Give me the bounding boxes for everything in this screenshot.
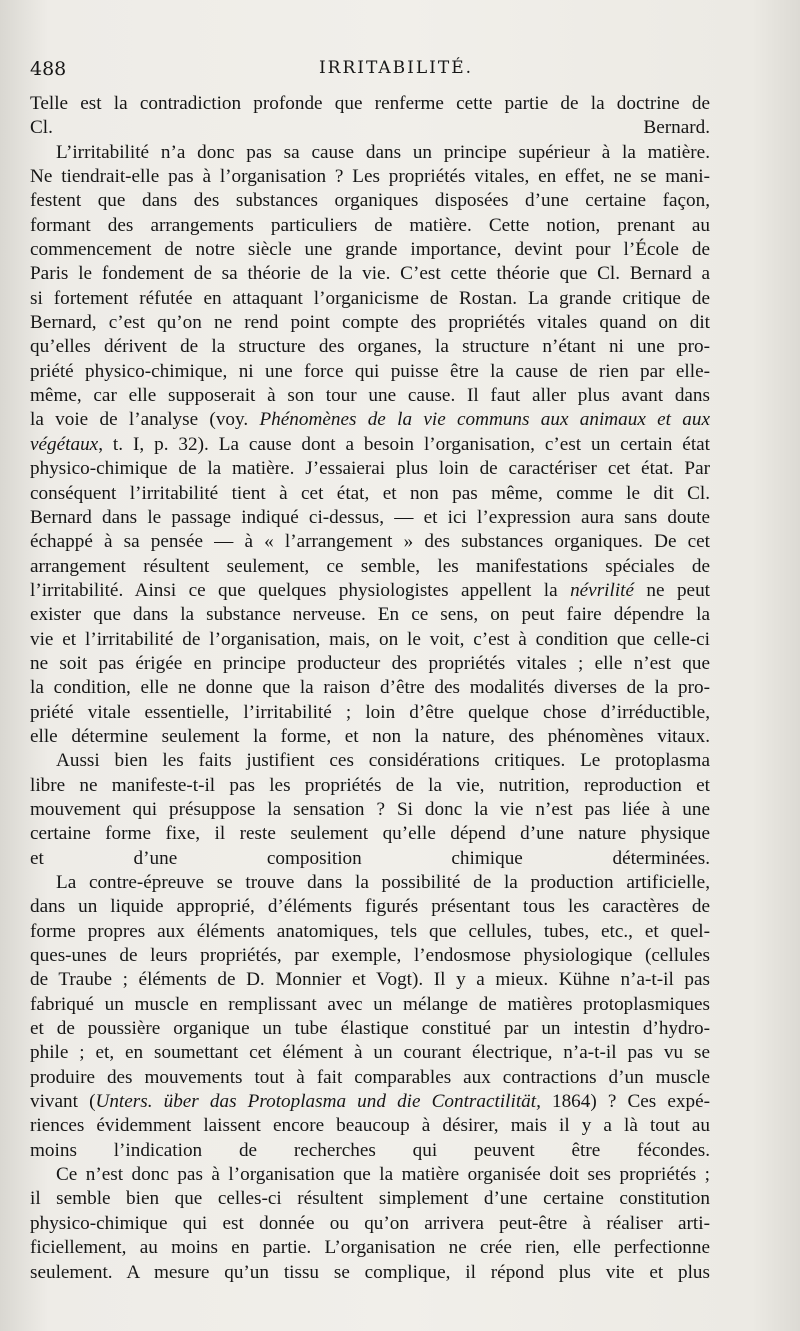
text-line: riences évidemment laissent encore beaucoup à désirer, mais il y a là tout au (30, 1115, 710, 1137)
page-number: 488 (30, 58, 67, 80)
text-line: et d’une composition chimique déterminées. (30, 847, 710, 869)
text-line: même, car elle supposerait à son tour une cause. Il faut aller plus avant dans (30, 385, 710, 407)
text-line: festent que dans des substances organiques disposées d’une certaine façon, (30, 190, 710, 212)
text-line: produire des mouvements tout à fait comparables aux contractions d’un muscle (30, 1066, 710, 1088)
paragraph (30, 871, 710, 1163)
text-line: phile ; et, en soumettant cet élément à un courant électrique, n’a-t-il pas vu se (30, 1042, 710, 1064)
text-line: Bernard, c’est qu’on ne rend point compte des propriétés vitales quand on dit (30, 312, 710, 334)
text-line: formant des arrangements particuliers de matière. Cette notion, prenant au (30, 214, 710, 236)
text-line: la voie de l’analyse (voy. Phénomènes de la vie communs aux animaux et aux (30, 409, 710, 431)
text-line: qu’elles dérivent de la structure des organes, la structure n’étant ni une pro- (30, 336, 710, 358)
text-line: Bernard dans le passage indiqué ci-dessus, — et ici l’expression aura sans doute (30, 506, 710, 528)
text-line: Aussi bien les faits justifient ces considérations critiques. Le protoplasma (56, 750, 710, 772)
text-line: Telle est la contradiction profonde que renferme cette partie de la doctrine de (30, 93, 710, 114)
text-line: échappé à sa pensée — à « l’arrangement » des substances organiques. De cet (30, 531, 710, 553)
text-line: Cl. Bernard. (30, 117, 710, 139)
text-line: libre ne manifeste-t-il pas les propriétés de la vie, nutrition, reproduction et (30, 774, 710, 796)
text-line: Paris le fondement de sa théorie de la vie. C’est cette théorie que Cl. Bernard a (30, 263, 710, 285)
text-line: et de poussière organique un tube élastique constitué par un intestin d’hydro- (30, 1018, 710, 1040)
text-line: moins l’indication de recherches qui peuvent être fécondes. (30, 1139, 710, 1161)
text-line: forme propres aux éléments anatomiques, tels que cellules, tubes, etc., et quel- (30, 920, 710, 942)
text-line: seulement. A mesure qu’un tissu se complique, il répond plus vite et plus (30, 1261, 710, 1283)
body-text (30, 92, 710, 1285)
text-line: si fortement réfutée en attaquant l’organicisme de Rostan. La grande critique de (30, 287, 710, 309)
text-line: physico-chimique qui est donnée ou qu’on arrivera peut-être à réaliser arti- (30, 1212, 710, 1234)
text-line: priété vitale essentielle, l’irritabilité ; loin d’être quelque chose d’irréductible, (30, 701, 710, 723)
paragraph (30, 141, 710, 750)
text-line: exister que dans la substance nerveuse. En ce sens, on peut faire dépendre la (30, 604, 710, 626)
paragraph (30, 1163, 710, 1285)
paragraph (30, 92, 710, 141)
text-line: commencement de notre siècle une grande importance, devint pour l’École de (30, 239, 710, 261)
text-line: dans un liquide approprié, d’éléments figurés présentant tous les caractères de (30, 896, 710, 918)
text-line: vie et l’irritabilité de l’organisation, mais, on le voit, c’est à condition que celle-ci (30, 628, 710, 650)
page-header (30, 58, 762, 88)
text-line: ne soit pas érigée en principe producteur des propriétés vitales ; elle n’est que (30, 652, 710, 674)
text-line: priété physico-chimique, ni une force qui puisse être la cause de rien par elle- (30, 360, 710, 382)
text-line: l’irritabilité. Ainsi ce que quelques physiologistes appellent la névrilité ne peut (30, 579, 710, 601)
text-line: ficiellement, au moins en partie. L’organisation ne crée rien, elle perfectionne (30, 1237, 710, 1259)
text-line: ques-unes de leurs propriétés, par exemple, l’endosmose physiologique (cellules (30, 945, 710, 967)
text-line: L’irritabilité n’a donc pas sa cause dans un principe supérieur à la matière. (56, 141, 710, 163)
text-line: Ce n’est donc pas à l’organisation que la matière organisée doit ses propriétés ; (56, 1164, 710, 1186)
text-line: mouvement qui présuppose la sensation ? Si donc la vie n’est pas liée à une (30, 798, 710, 820)
text-line: Ne tiendrait-elle pas à l’organisation ? Les propriétés vitales, en effet, ne se mani- (30, 166, 710, 188)
text-line: il semble bien que celles-ci résultent simplement d’une certaine constitution (30, 1188, 710, 1210)
text-line: végétaux, t. I, p. 32). La cause dont a besoin l’organisation, c’est un certain état (30, 433, 710, 455)
running-title: IRRITABILITÉ. (318, 58, 474, 78)
text-line: elle détermine seulement la forme, et non la nature, des phénomènes vitaux. (30, 725, 710, 747)
text-line: certaine forme fixe, il reste seulement qu’elle dépend d’une nature physique (30, 823, 710, 845)
text-line: de Traube ; éléments de D. Monnier et Vogt). Il y a mieux. Kühne n’a-t-il pas (30, 969, 710, 991)
paragraph (30, 749, 710, 871)
text-line: arrangement résultent seulement, ce semble, les manifestations spéciales de (30, 555, 710, 577)
text-line: fabriqué un muscle en remplissant avec un mélange de matières protoplasmiques (30, 993, 710, 1015)
text-line: La contre-épreuve se trouve dans la possibilité de la production artificielle, (56, 872, 710, 893)
text-line: physico-chimique de la matière. J’essaierai plus loin de caractériser cet état. Par (30, 458, 710, 480)
text-line: vivant (Unters. über das Protoplasma und die Contractilität, 1864) ? Ces expé- (30, 1091, 710, 1113)
text-line: conséquent l’irritabilité tient à cet état, et non pas même, comme le dit Cl. (30, 482, 710, 504)
text-line: la condition, elle ne donne que la raison d’être des modalités diverses de la pro- (30, 677, 710, 699)
